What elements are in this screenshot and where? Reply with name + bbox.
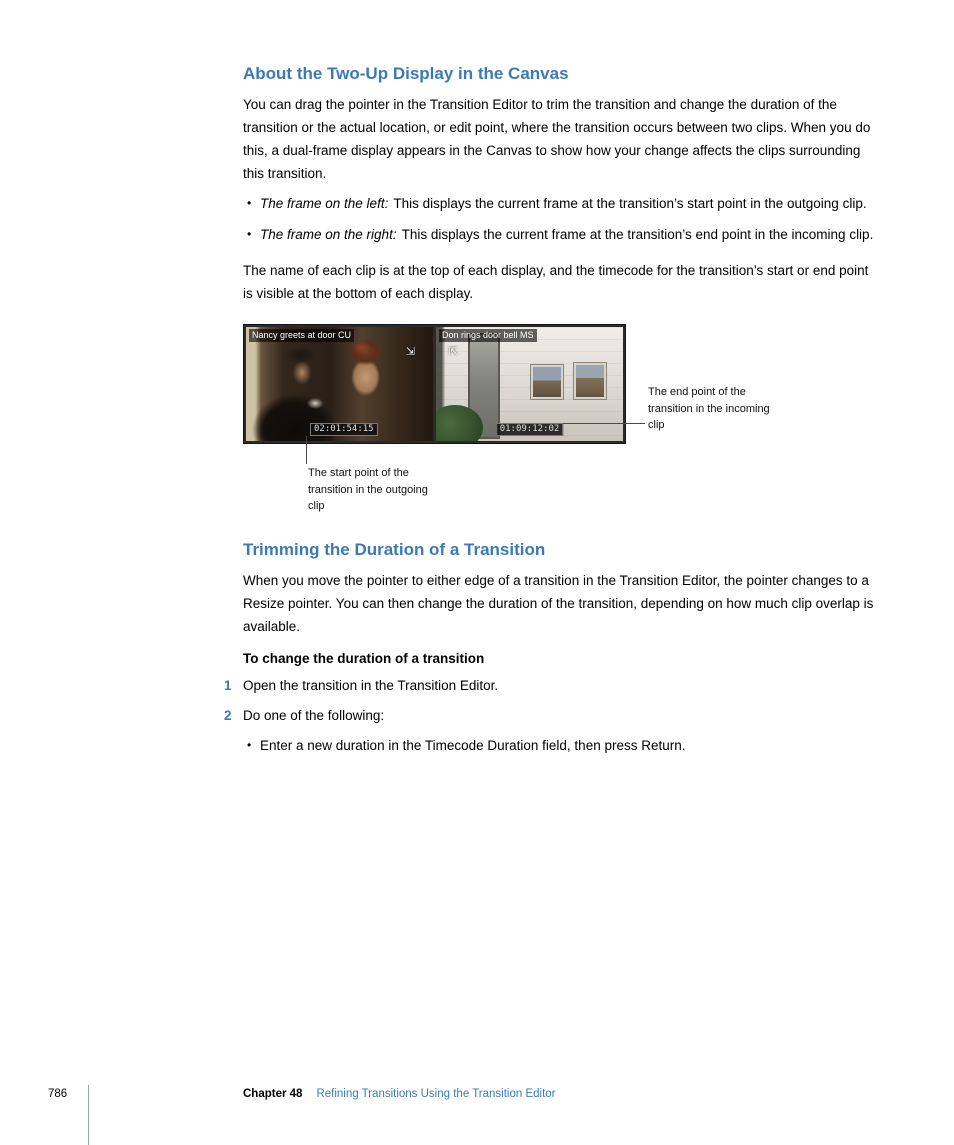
bullet-lead-in: The frame on the left: (260, 196, 389, 211)
numbered-steps (224, 674, 875, 757)
callout-line-outgoing (306, 436, 307, 464)
footer-chapter-title-link[interactable]: Refining Transitions Using the Transition Editor (316, 1088, 556, 1100)
bullet-icon: • (247, 196, 252, 210)
incoming-clip-name-label: Don rings door bell MS (439, 329, 537, 342)
section-heading-two-up-display: About the Two-Up Display in the Canvas (243, 64, 569, 83)
section1-intro-paragraph: You can drag the pointer in the Transition Editor to trim the transition and change the duration of the transition or the actual location, or edit point, where the transition occurs between two clips. When you do this, a dual-frame display appears in the Canvas to show how your change affects the clips surrounding this transition. (243, 97, 871, 181)
window-graphic (531, 365, 563, 399)
outgoing-clip-frame (246, 327, 433, 441)
step-number: 1 (224, 678, 232, 693)
incoming-timecode: 01:09:12:02 (496, 423, 564, 436)
page-content (224, 64, 875, 757)
incoming-marker-icon: ⇱ (448, 346, 459, 358)
section2-intro-paragraph: When you move the pointer to either edge of a transition in the Transition Editor, the pointer changes to a Resize pointer. You can then change the duration of the transition, depending on how much clip overlap is available. (243, 573, 874, 634)
list-item (243, 223, 875, 246)
bullet-text: This displays the current frame at the transition’s end point in the incoming clip. (401, 227, 874, 242)
step-number: 2 (224, 708, 232, 723)
outgoing-clip-name-label: Nancy greets at door CU (249, 329, 354, 342)
window-graphic (574, 363, 606, 398)
section1-bullet-list (243, 192, 875, 246)
callout-incoming-end-point: The end point of the transition in the incoming clip (648, 386, 770, 431)
bullet-text: Enter a new duration in the Timecode Duration field, then press Return. (260, 738, 686, 753)
page-number: 786 (48, 1088, 68, 1100)
bullet-text: This displays the current frame at the transition’s start point in the outgoing clip. (393, 196, 867, 211)
list-item (243, 192, 875, 215)
bullet-icon: • (247, 738, 252, 752)
step-text: Do one of the following: (243, 708, 385, 723)
two-up-display-figure (243, 324, 875, 524)
bullet-lead-in: The frame on the right: (260, 227, 397, 242)
outgoing-timecode: 02:01:54:15 (310, 423, 378, 436)
callout-outgoing-start-point: The start point of the transition in the outgoing clip (308, 467, 428, 512)
list-item (243, 734, 875, 757)
canvas-two-up-screenshot (243, 324, 626, 444)
task-heading: To change the duration of a transition (243, 651, 485, 666)
footer (243, 1088, 556, 1100)
bullet-icon: • (247, 227, 252, 241)
step-text: Open the transition in the Transition Editor. (243, 678, 499, 693)
callout-line-incoming (563, 423, 645, 424)
section-heading-trimming-duration: Trimming the Duration of a Transition (243, 540, 546, 559)
outgoing-marker-icon: ⇲ (405, 346, 416, 358)
section1-second-paragraph: The name of each clip is at the top of each display, and the timecode for the transition’s start or end point is visible at the bottom of each display. (243, 263, 869, 301)
footer-divider (88, 1085, 89, 1145)
step-1 (224, 674, 875, 697)
step-2 (224, 704, 875, 727)
footer-chapter-label: Chapter 48 (243, 1088, 303, 1100)
